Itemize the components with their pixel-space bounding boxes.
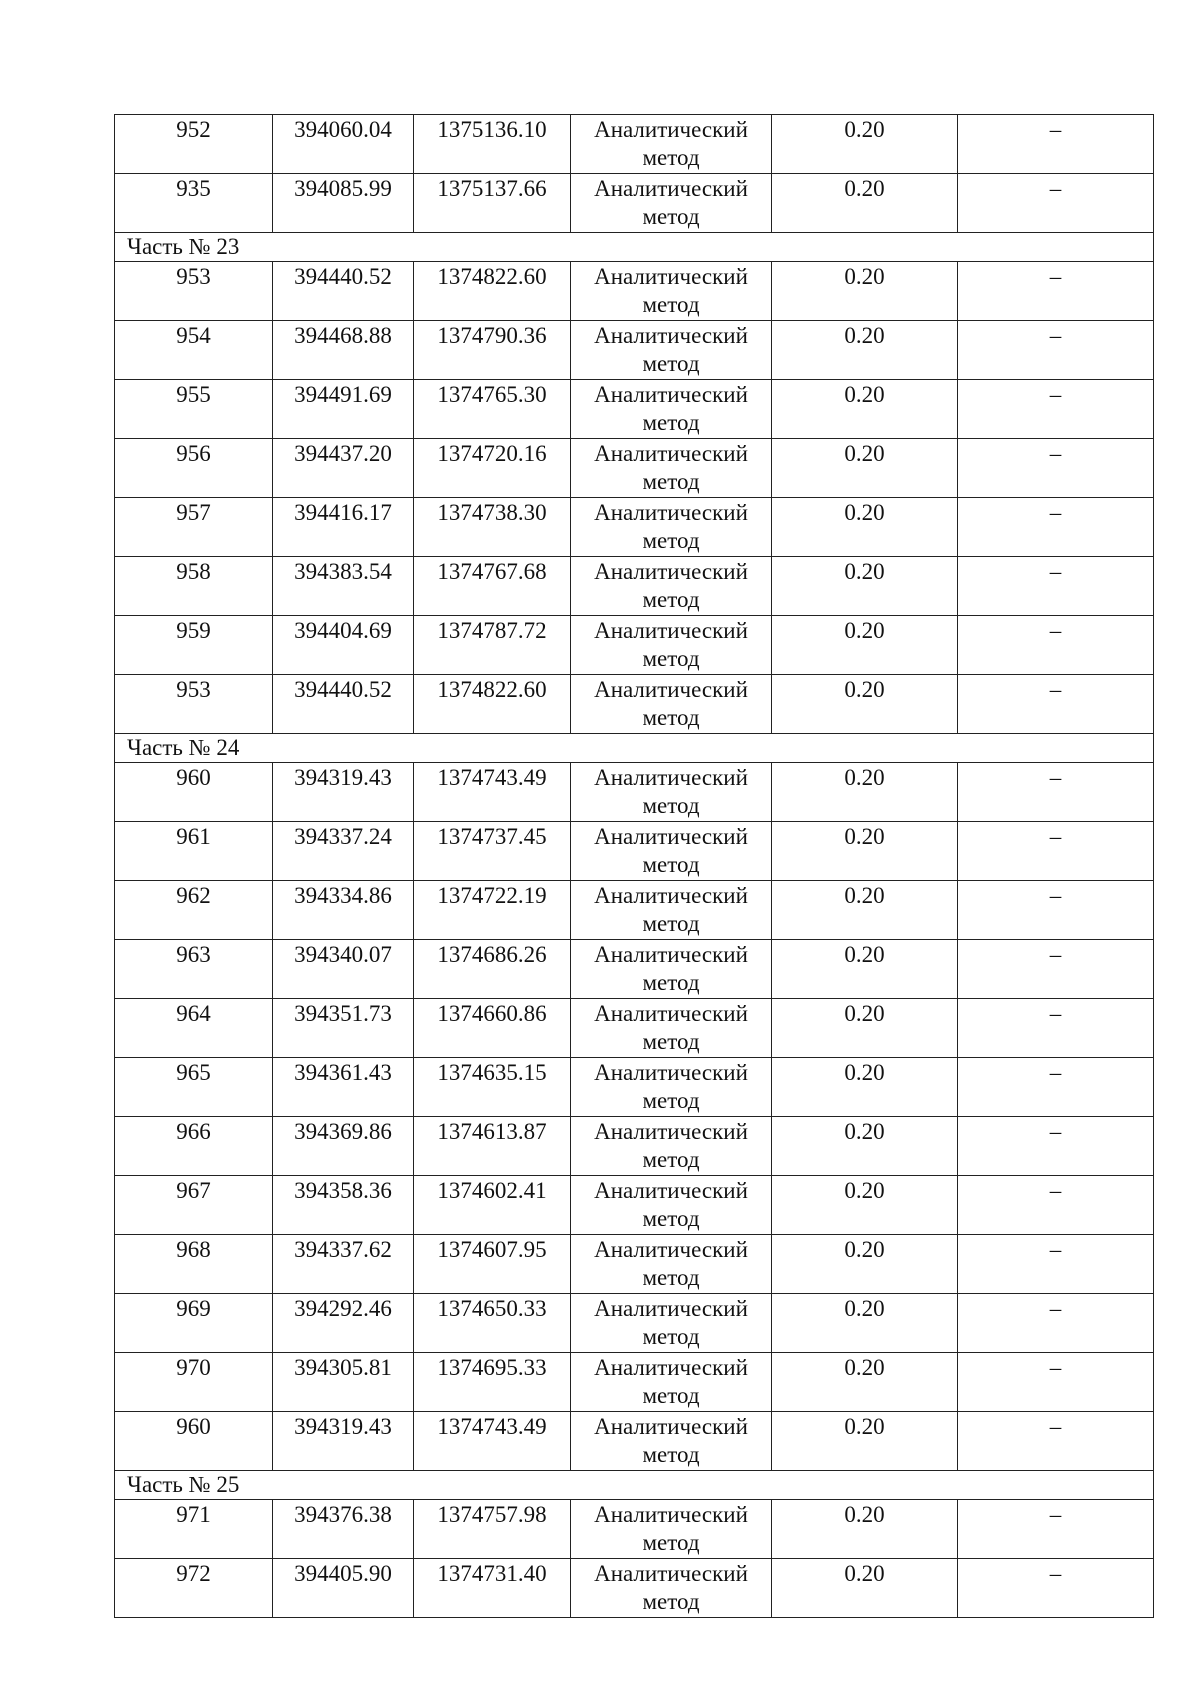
accuracy-cell: 0.20 bbox=[772, 1235, 958, 1294]
coordinate-y-cell: 1374607.95 bbox=[414, 1235, 571, 1294]
coordinate-x-cell: 394337.62 bbox=[273, 1235, 414, 1294]
method-cell: Аналитический метод bbox=[571, 940, 772, 999]
coordinate-y-cell: 1374743.49 bbox=[414, 763, 571, 822]
coordinate-x-cell: 394468.88 bbox=[273, 321, 414, 380]
coordinate-x-cell: 394440.52 bbox=[273, 262, 414, 321]
table-row bbox=[115, 1294, 1154, 1353]
coordinate-y-cell: 1374757.98 bbox=[414, 1500, 571, 1559]
coordinate-x-cell: 394358.36 bbox=[273, 1176, 414, 1235]
coordinate-y-cell: 1374695.33 bbox=[414, 1353, 571, 1412]
point-number-cell: 971 bbox=[115, 1500, 273, 1559]
description-cell: – bbox=[958, 940, 1154, 999]
coordinate-x-cell: 394440.52 bbox=[273, 675, 414, 734]
coordinate-x-cell: 394319.43 bbox=[273, 1412, 414, 1471]
method-cell: Аналитический метод bbox=[571, 174, 772, 233]
table-row bbox=[115, 881, 1154, 940]
point-number-cell: 972 bbox=[115, 1559, 273, 1618]
description-cell: – bbox=[958, 1117, 1154, 1176]
description-cell: – bbox=[958, 999, 1154, 1058]
section-label: Часть № 23 bbox=[115, 233, 1154, 262]
accuracy-cell: 0.20 bbox=[772, 439, 958, 498]
description-cell: – bbox=[958, 881, 1154, 940]
coordinate-x-cell: 394060.04 bbox=[273, 115, 414, 174]
description-cell: – bbox=[958, 498, 1154, 557]
coordinate-y-cell: 1375136.10 bbox=[414, 115, 571, 174]
table-row bbox=[115, 1559, 1154, 1618]
method-cell: Аналитический метод bbox=[571, 616, 772, 675]
description-cell: – bbox=[958, 1412, 1154, 1471]
accuracy-cell: 0.20 bbox=[772, 675, 958, 734]
point-number-cell: 960 bbox=[115, 1412, 273, 1471]
table-row bbox=[115, 439, 1154, 498]
method-cell: Аналитический метод bbox=[571, 1559, 772, 1618]
accuracy-cell: 0.20 bbox=[772, 380, 958, 439]
accuracy-cell: 0.20 bbox=[772, 115, 958, 174]
coordinate-x-cell: 394437.20 bbox=[273, 439, 414, 498]
table-row bbox=[115, 616, 1154, 675]
method-cell: Аналитический метод bbox=[571, 115, 772, 174]
coordinate-x-cell: 394404.69 bbox=[273, 616, 414, 675]
table-row bbox=[115, 1235, 1154, 1294]
coordinate-y-cell: 1374738.30 bbox=[414, 498, 571, 557]
table-row bbox=[115, 1353, 1154, 1412]
section-header-row bbox=[115, 233, 1154, 262]
coordinate-x-cell: 394405.90 bbox=[273, 1559, 414, 1618]
method-cell: Аналитический метод bbox=[571, 1353, 772, 1412]
method-cell: Аналитический метод bbox=[571, 1176, 772, 1235]
description-cell: – bbox=[958, 262, 1154, 321]
accuracy-cell: 0.20 bbox=[772, 1294, 958, 1353]
description-cell: – bbox=[958, 1176, 1154, 1235]
point-number-cell: 958 bbox=[115, 557, 273, 616]
table-row bbox=[115, 763, 1154, 822]
coordinate-x-cell: 394351.73 bbox=[273, 999, 414, 1058]
accuracy-cell: 0.20 bbox=[772, 1117, 958, 1176]
method-cell: Аналитический метод bbox=[571, 1117, 772, 1176]
section-header-row bbox=[115, 1471, 1154, 1500]
table-row bbox=[115, 262, 1154, 321]
table-row bbox=[115, 1500, 1154, 1559]
table-row bbox=[115, 380, 1154, 439]
description-cell: – bbox=[958, 380, 1154, 439]
section-label: Часть № 25 bbox=[115, 1471, 1154, 1500]
accuracy-cell: 0.20 bbox=[772, 881, 958, 940]
accuracy-cell: 0.20 bbox=[772, 940, 958, 999]
point-number-cell: 952 bbox=[115, 115, 273, 174]
point-number-cell: 966 bbox=[115, 1117, 273, 1176]
coordinate-x-cell: 394383.54 bbox=[273, 557, 414, 616]
accuracy-cell: 0.20 bbox=[772, 321, 958, 380]
method-cell: Аналитический метод bbox=[571, 262, 772, 321]
accuracy-cell: 0.20 bbox=[772, 498, 958, 557]
point-number-cell: 965 bbox=[115, 1058, 273, 1117]
method-cell: Аналитический метод bbox=[571, 881, 772, 940]
description-cell: – bbox=[958, 1353, 1154, 1412]
table-row bbox=[115, 999, 1154, 1058]
coordinate-x-cell: 394340.07 bbox=[273, 940, 414, 999]
description-cell: – bbox=[958, 763, 1154, 822]
coordinate-y-cell: 1374743.49 bbox=[414, 1412, 571, 1471]
coordinate-x-cell: 394416.17 bbox=[273, 498, 414, 557]
point-number-cell: 961 bbox=[115, 822, 273, 881]
coordinate-y-cell: 1374731.40 bbox=[414, 1559, 571, 1618]
coordinate-x-cell: 394319.43 bbox=[273, 763, 414, 822]
coordinate-y-cell: 1374767.68 bbox=[414, 557, 571, 616]
method-cell: Аналитический метод bbox=[571, 1235, 772, 1294]
point-number-cell: 935 bbox=[115, 174, 273, 233]
method-cell: Аналитический метод bbox=[571, 321, 772, 380]
method-cell: Аналитический метод bbox=[571, 999, 772, 1058]
coordinate-y-cell: 1374787.72 bbox=[414, 616, 571, 675]
description-cell: – bbox=[958, 439, 1154, 498]
point-number-cell: 955 bbox=[115, 380, 273, 439]
accuracy-cell: 0.20 bbox=[772, 174, 958, 233]
coordinate-y-cell: 1374765.30 bbox=[414, 380, 571, 439]
table-row bbox=[115, 1412, 1154, 1471]
point-number-cell: 962 bbox=[115, 881, 273, 940]
table-row bbox=[115, 557, 1154, 616]
method-cell: Аналитический метод bbox=[571, 1058, 772, 1117]
point-number-cell: 954 bbox=[115, 321, 273, 380]
coordinates-table bbox=[114, 114, 1154, 1618]
description-cell: – bbox=[958, 1500, 1154, 1559]
description-cell: – bbox=[958, 321, 1154, 380]
coordinate-x-cell: 394361.43 bbox=[273, 1058, 414, 1117]
point-number-cell: 953 bbox=[115, 675, 273, 734]
table-row bbox=[115, 1058, 1154, 1117]
method-cell: Аналитический метод bbox=[571, 1500, 772, 1559]
coordinate-x-cell: 394491.69 bbox=[273, 380, 414, 439]
table-row bbox=[115, 115, 1154, 174]
coordinate-x-cell: 394292.46 bbox=[273, 1294, 414, 1353]
accuracy-cell: 0.20 bbox=[772, 822, 958, 881]
point-number-cell: 964 bbox=[115, 999, 273, 1058]
point-number-cell: 968 bbox=[115, 1235, 273, 1294]
description-cell: – bbox=[958, 1058, 1154, 1117]
accuracy-cell: 0.20 bbox=[772, 616, 958, 675]
table-row bbox=[115, 498, 1154, 557]
table-row bbox=[115, 675, 1154, 734]
method-cell: Аналитический метод bbox=[571, 1412, 772, 1471]
point-number-cell: 970 bbox=[115, 1353, 273, 1412]
table-row bbox=[115, 174, 1154, 233]
section-label: Часть № 24 bbox=[115, 734, 1154, 763]
method-cell: Аналитический метод bbox=[571, 675, 772, 734]
accuracy-cell: 0.20 bbox=[772, 1058, 958, 1117]
section-header-row bbox=[115, 734, 1154, 763]
coordinate-y-cell: 1374720.16 bbox=[414, 439, 571, 498]
accuracy-cell: 0.20 bbox=[772, 262, 958, 321]
accuracy-cell: 0.20 bbox=[772, 1353, 958, 1412]
method-cell: Аналитический метод bbox=[571, 439, 772, 498]
method-cell: Аналитический метод bbox=[571, 498, 772, 557]
point-number-cell: 953 bbox=[115, 262, 273, 321]
accuracy-cell: 0.20 bbox=[772, 1176, 958, 1235]
coordinate-x-cell: 394305.81 bbox=[273, 1353, 414, 1412]
table-row bbox=[115, 940, 1154, 999]
coordinate-x-cell: 394085.99 bbox=[273, 174, 414, 233]
coordinate-y-cell: 1374737.45 bbox=[414, 822, 571, 881]
method-cell: Аналитический метод bbox=[571, 1294, 772, 1353]
coordinate-y-cell: 1375137.66 bbox=[414, 174, 571, 233]
coordinate-y-cell: 1374650.33 bbox=[414, 1294, 571, 1353]
coordinate-x-cell: 394337.24 bbox=[273, 822, 414, 881]
coordinate-y-cell: 1374660.86 bbox=[414, 999, 571, 1058]
description-cell: – bbox=[958, 675, 1154, 734]
description-cell: – bbox=[958, 1294, 1154, 1353]
description-cell: – bbox=[958, 822, 1154, 881]
method-cell: Аналитический метод bbox=[571, 763, 772, 822]
accuracy-cell: 0.20 bbox=[772, 1559, 958, 1618]
accuracy-cell: 0.20 bbox=[772, 999, 958, 1058]
description-cell: – bbox=[958, 174, 1154, 233]
method-cell: Аналитический метод bbox=[571, 822, 772, 881]
coordinate-y-cell: 1374686.26 bbox=[414, 940, 571, 999]
coordinate-x-cell: 394376.38 bbox=[273, 1500, 414, 1559]
coordinate-y-cell: 1374602.41 bbox=[414, 1176, 571, 1235]
point-number-cell: 959 bbox=[115, 616, 273, 675]
point-number-cell: 956 bbox=[115, 439, 273, 498]
description-cell: – bbox=[958, 557, 1154, 616]
coordinate-y-cell: 1374822.60 bbox=[414, 675, 571, 734]
accuracy-cell: 0.20 bbox=[772, 1500, 958, 1559]
coordinate-y-cell: 1374822.60 bbox=[414, 262, 571, 321]
coordinate-x-cell: 394369.86 bbox=[273, 1117, 414, 1176]
method-cell: Аналитический метод bbox=[571, 380, 772, 439]
point-number-cell: 957 bbox=[115, 498, 273, 557]
point-number-cell: 960 bbox=[115, 763, 273, 822]
coordinate-y-cell: 1374613.87 bbox=[414, 1117, 571, 1176]
table-row bbox=[115, 1176, 1154, 1235]
table-row bbox=[115, 822, 1154, 881]
description-cell: – bbox=[958, 1235, 1154, 1294]
table-row bbox=[115, 1117, 1154, 1176]
accuracy-cell: 0.20 bbox=[772, 1412, 958, 1471]
description-cell: – bbox=[958, 1559, 1154, 1618]
description-cell: – bbox=[958, 115, 1154, 174]
point-number-cell: 967 bbox=[115, 1176, 273, 1235]
description-cell: – bbox=[958, 616, 1154, 675]
coordinate-y-cell: 1374635.15 bbox=[414, 1058, 571, 1117]
table-row bbox=[115, 321, 1154, 380]
coordinates-table-body bbox=[115, 115, 1154, 1618]
point-number-cell: 963 bbox=[115, 940, 273, 999]
method-cell: Аналитический метод bbox=[571, 557, 772, 616]
coordinate-y-cell: 1374722.19 bbox=[414, 881, 571, 940]
coordinate-x-cell: 394334.86 bbox=[273, 881, 414, 940]
accuracy-cell: 0.20 bbox=[772, 763, 958, 822]
point-number-cell: 969 bbox=[115, 1294, 273, 1353]
accuracy-cell: 0.20 bbox=[772, 557, 958, 616]
coordinate-y-cell: 1374790.36 bbox=[414, 321, 571, 380]
